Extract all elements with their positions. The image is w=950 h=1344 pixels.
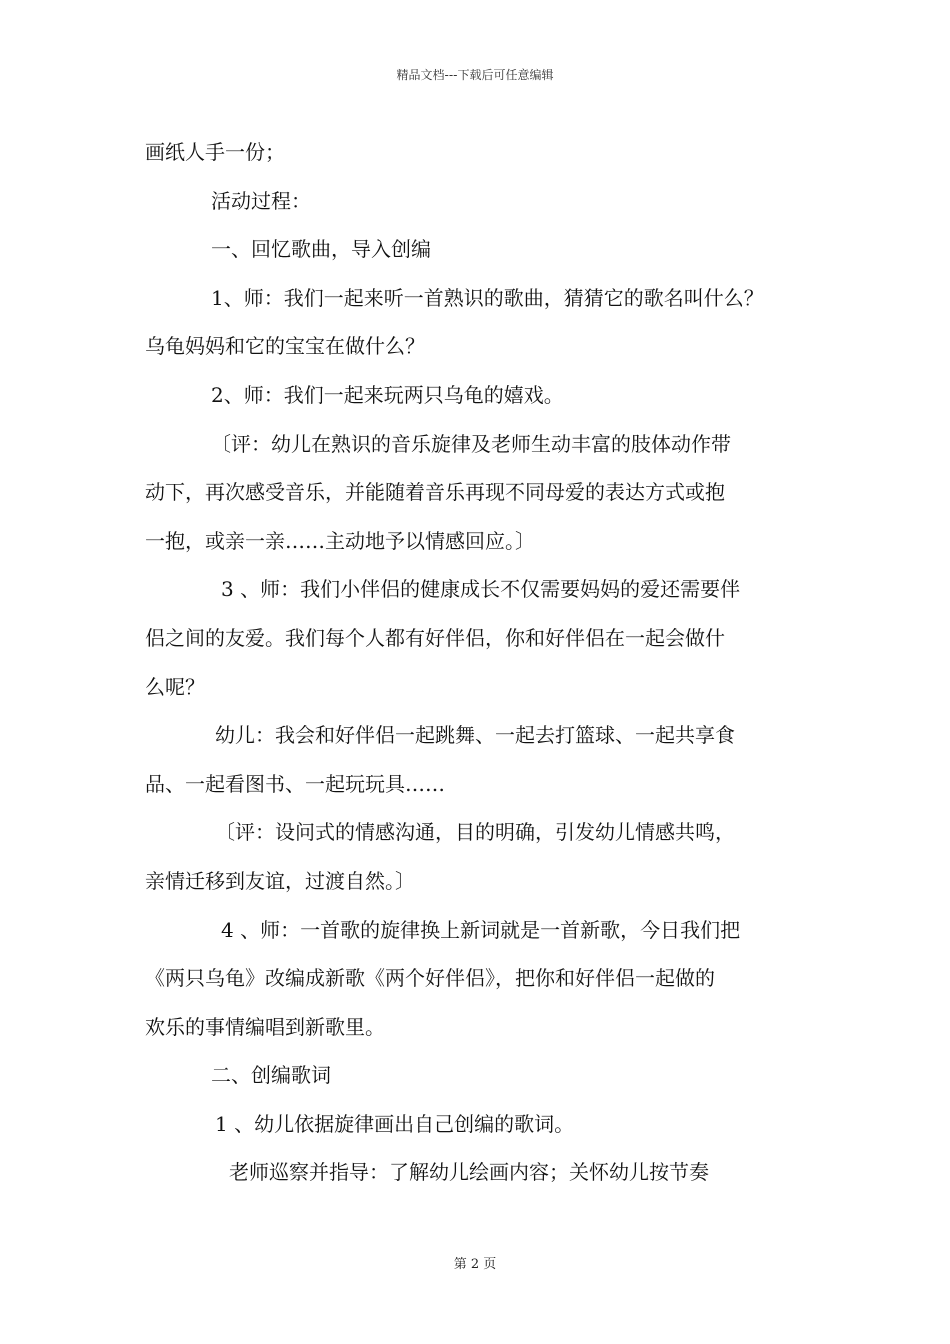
comment-line: 〔评：幼儿在熟识的音乐旋律及老师生动丰富的肢体动作带: [211, 431, 731, 456]
body-line: 老师巡察并指导：了解幼儿绘画内容；关怀幼儿按节奏: [229, 1160, 709, 1185]
comment-line: 亲情迁移到友谊，过渡自然。〕: [145, 868, 415, 893]
body-line: 乌龟妈妈和它的宝宝在做什么？: [145, 334, 425, 359]
body-line: 《两只乌龟》改编成新歌《两个好伴侣》，把你和好伴侣一起做的: [145, 966, 715, 991]
body-line: 欢乐的事情编唱到新歌里。: [145, 1014, 385, 1039]
document-body: [145, 128, 810, 1197]
body-line: 画纸人手一份；: [145, 140, 285, 164]
body-line: 么呢？: [145, 674, 205, 699]
body-line: 4 、师：一首歌的旋律换上新词就是一首新歌，今日我们把: [221, 917, 741, 942]
body-line: 幼儿：我会和好伴侣一起跳舞、一起去打篮球、一起共享食: [215, 723, 735, 748]
comment-line: 动下，再次感受音乐，并能随着音乐再现不同母爱的表达方式或抱: [145, 480, 725, 505]
page-header: 精品文档---下载后可任意编辑: [396, 68, 554, 82]
body-line: 品、一起看图书、一起玩玩具……: [145, 771, 445, 796]
body-line: 3 、师：我们小伴侣的健康成长不仅需要妈妈的爱还需要伴: [221, 577, 741, 602]
section-heading: 一、回忆歌曲，导入创编: [211, 237, 431, 262]
body-line: 1 、幼儿依据旋律画出自己创编的歌词。: [215, 1111, 575, 1136]
comment-line: 一抱，或亲一亲……主动地予以情感回应。〕: [145, 528, 535, 553]
body-line: 1、师：我们一起来听一首熟识的歌曲，猜猜它的歌名叫什么？: [211, 285, 764, 310]
body-line: 侣之间的友爱。我们每个人都有好伴侣，你和好伴侣在一起会做什: [145, 625, 725, 650]
page-number: 第 2 页: [453, 1257, 497, 1272]
section-heading: 二、创编歌词: [211, 1063, 331, 1088]
body-line: 2、师：我们一起来玩两只乌龟的嬉戏。: [211, 382, 564, 407]
body-line: 活动过程：: [211, 188, 311, 213]
comment-line: 〔评：设问式的情感沟通，目的明确，引发幼儿情感共鸣，: [215, 820, 735, 845]
